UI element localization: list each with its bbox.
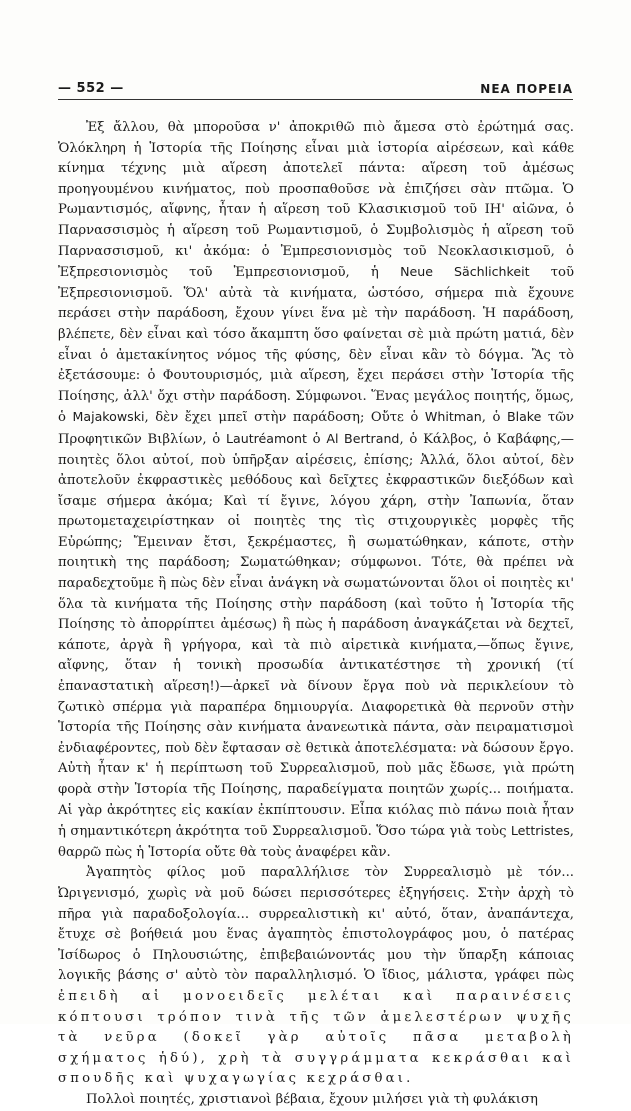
term-lettristes: Lettristes [510,823,570,839]
name-blake: Blake [506,409,542,425]
paragraph-1-text-8: , θαρρῶ πὼς ἡ Ἱστορία οὔτε θὰ τοὺς ἀναφέρει κἂν. [58,824,574,860]
name-whitman: Whitman [424,409,482,425]
paragraph-1-text-2: τοῦ Ἐξπρεσιονισμοῦ. Ὅλ' αὐτὰ τὰ κινήματα, ὡστόσο, σήμερα πιὰ ἔχουνε περάσει στὴν παράδοση, ἔχουν γίνει ἕνα μὲ τὴν παράδοση. Ἡ παράδοση, βλέπετε, δὲν εἶναι καὶ τόσο ἄκαμπτη ὅσο φαίνεται σὲ μιὰ πρώτη ματιά, δὲν εἶναι ὁ ἀμετακίνητος νόμος τῆς φύσης, δὲν εἶναι κἂν τὸ δόγμα. Ἂς τὸ ἐξετάσουμε: ὁ Φουτουρισμός, μιὰ αἵρεση, ἔχει περάσει στὴν Ἱστορία τῆς Ποίησης, ἀλλ' ὄχι στὴν παράδοση. Σύμφωνοι. Ἕνας μεγάλος ποιητής, ὅμως, ὁ [58,265,575,426]
article-body [58,118,574,1111]
paragraph-1-text-1: Ἐξ ἄλλου, θὰ μποροῦσα ν' ἀποκριθῶ πιὸ ἄμεσα στὸ ἐρώτημά σας. Ὁλόκληρη ἡ Ἱστορία τῆς Ποίησης εἶναι μιὰ ἱστορία αἱρέσεων, καὶ κάθε κίνημα τέχνης μιὰ αἵρεση ἀποτελεῖ πάντα: αἵρεση τοῦ ἀμέσως προηγουμένου κινήματος, ποὺ προσπαθοῦσε νὰ ἐπιζήσει σὰν πτῶμα. Ὁ Ρωμαντισμός, αἴφνης, ἦταν ἡ αἵρεση τοῦ Κλασικισμοῦ τοῦ ΙΗ' αἰῶνα, ὁ Παρνασσισμὸς ἡ αἵρεση τοῦ Ρωμαντισμοῦ, ὁ Συμβολισμὸς ἡ αἵρεση τοῦ Παρνασσισμοῦ, κι' ἀκόμα: ὁ Ἐμπρεσιονισμὸς τοῦ Νεοκλασικισμοῦ, ὁ Ἐξπρεσιονισμὸς τοῦ Ἐμπρεσιονισμοῦ, ἡ [58,120,574,281]
paragraph-1-text-6: ὁ [306,431,327,447]
running-header [58,72,573,96]
name-majakowski: Majakowski [72,409,145,425]
name-lautreamont: Lautréamont [226,430,307,446]
paragraph-1-text-5: τῶν Προφητικῶν Βιβλίων, ὁ [58,410,574,447]
paragraph-2 [58,863,574,1090]
paragraph-1 [58,118,574,863]
spaced-quotation: ἐπειδὴ αἱ μονοειδεῖς μελέται καὶ παραινέσεις κόπτουσι τρόπον τινὰ τῆς τῶν ἀμελεστέρων ψυχῆς τὰ νεῦρα (δοκεῖ γὰρ αὐτοῖς πᾶσα μεταβολὴ σχήματος ἡδύ), χρὴ τὰ συγγράμματα κεκράσθαι καὶ σπουδῆς καὶ ψυχαγωγίας κεχράσθαι. [58,988,574,1087]
page-number: — 552 — [58,81,124,96]
name-bertrand: Al Bertrand [326,430,400,446]
paragraph-1-text-7: , ὁ Κάλβος, ὁ Καβάφης,—ποιητὲς ὅλοι αὐτοί, ποὺ ὑπῆρξαν αἱρέσεις, ἐπίσης; Ἀλλά, ὅλοι αὐτοί, δὲν ἀποτελοῦν ἐκφραστικὲς μεθόδους καὶ δεῖχτες ἐκφραστικῶν διεξόδων καὶ ἴσαμε σήμερα ἀκόμα; Καὶ τί ἔγινε, λόγου χάρη, στὴν Ἰαπωνία, ὅταν πρωτομεταχειρίστηκαν οἱ ποιητὲς της τὶς στιχουργικὲς μορφὲς τῆς Εὐρώπης; Ἔμειναν ἔτσι, ξεκρέμαστες, ἢ σωματώθηκαν, κάποτε, στὴν ποιητικὴ της παράδοση; Σωματώθηκαν; σύμφωνοι. Τότε, θὰ πρέπει νὰ παραδεχτοῦμε ἢ πὼς δὲν εἶναι ἀνάγκη νὰ σωματώνονται ὅλοι οἱ ποιητὲς κι' ὅλα τὰ κινήματα τῆς Ποίησης στὴν παράδοση (καὶ τοῦτο ἡ Ἱστορία τῆς Ποίησης τὸ ἀπορρίπτει ἀμέσως) ἢ πὼς ἡ παράδοση ἀναγκάζεται νὰ δεχτεῖ, κάποτε, ἀργὰ ἢ γρήγορα, καὶ τὰ πιὸ αἱρετικὰ κινήματα,—ὅπως ἔγινε, αἴφνης, ὅταν ἡ τονικὴ προσωδία ἀντικατέστησε τὴ χρονική (τί ἐπαναστατικὴ αἵρεση!)—ἀρκεῖ νὰ δίνουν ἔργα ποὺ νὰ περικλείουν τὸ ζωτικὸ σπέρμα γιὰ παραπέρα δημιουργία. Διαφορετικὰ θὰ περνοῦν στὴν Ἱστορία τῆς Ποίησης σὰν κινήματα ἀνανεωτικὰ πάντα, σὰν πειραματισμοὶ ἐνδιαφέροντες, ποὺ δὲν ἔφτασαν σὲ θετικὰ ἀποτελέσματα: νὰ δώσουν ἔργο. Αὐτὴ ἦταν κ' ἡ περίπτωση τοῦ Συρρεαλισμοῦ, ποὺ μᾶς ἔδωσε, γιὰ πρώτη φορὰ στὴν Ἱστορία τῆς Ποίησης, παραδείγματα ποιητῶν χωρίς... ποιήματα. Αἱ γὰρ ἀκρότητες εἰς κακίαν ἐκπίπτουσιν. Εἶπα κιόλας πιὸ πάνω ποιὰ ἦταν ἡ σημαντικότερη ἀκρότητα τοῦ Συρρεαλισμοῦ. Ὅσο τώρα γιὰ τοὺς [58,431,574,840]
paragraph-3-text-1: Πολλοὶ ποιητές, χριστιανοὶ βέβαια, ἔχουν μιλήσει γιὰ τὴ φυλάκιση [86,1091,538,1107]
foreign-term-neue-sachlichkeit: Neue Sächlichkeit [400,264,530,280]
paragraph-1-text-4: , ὁ [481,410,507,426]
journal-title: ΝΕΑ ΠΟΡΕΙΑ [480,82,573,96]
paragraph-2-text-1: Ἀγαπητὸς φίλος μοῦ παραλλήλισε τὸν Συρρεαλισμὸ μὲ τόν... Ὠριγενισμό, χωρὶς νὰ μοῦ δώσει περισσότερες ἐξηγήσεις. Στὴν ἀρχὴ τὸ πῆρα γιὰ παραδοξολογία... συρρεαλιστικὴ κι' αὐτό, ὅταν, ἀναπάντεχα, ἔτυχε σὲ βοήθειά μου ἕνας ἀγαπητὸς ἐπιστολογράφος μου, ὁ πατέρας Ἰσίδωρος ὁ Πηλουσιώτης, ἐπιβεβαιώνοντάς μου τὴν ὕπαρξη κάποιας λογικῆς βάσης σ' αὐτὸ τὸν παραλληλισμό. Ὁ ἴδιος, μάλιστα, γράφει πὼς [58,865,574,984]
paragraph-1-text-3: , δὲν ἔχει μπεῖ στὴν παράδοση; Οὔτε ὁ [144,410,425,426]
header-rule [58,99,573,100]
paragraph-3 [58,1090,574,1111]
